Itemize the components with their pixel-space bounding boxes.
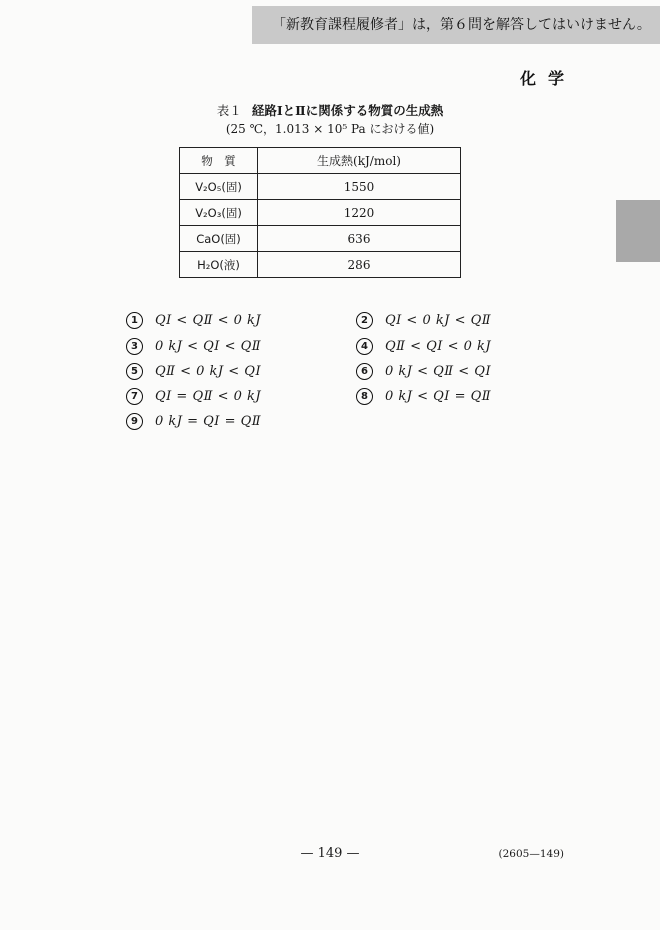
choice-text: 0 kJ < QⅠ < QⅡ [155,338,262,354]
cell-substance: H₂O(液) [180,252,258,278]
choice-number-3: 3 [126,338,143,355]
choice-text: QⅠ < QⅡ < 0 kJ [155,312,262,328]
choice-number-6: 6 [356,363,373,380]
cell-heat: 1550 [258,174,461,200]
cell-heat: 636 [258,226,461,252]
cell-substance: CaO(固) [180,226,258,252]
cell-heat: 1220 [258,200,461,226]
choice-text: QⅡ < QⅠ < 0 kJ [385,338,492,354]
answer-choice[interactable] [126,361,261,381]
choice-text: QⅠ < 0 kJ < QⅡ [385,312,492,328]
choice-number-9: 9 [126,413,143,430]
table-row [180,252,461,278]
header-heat: 生成熱(kJ/mol) [258,148,461,174]
subject-heading: 化学 [519,69,576,88]
answer-choice[interactable] [126,411,261,431]
notice-banner [252,6,660,44]
table-header-row [180,148,461,174]
choice-text: 0 kJ < QⅠ = QⅡ [385,388,492,404]
choice-number-7: 7 [126,388,143,405]
notice-text: 「新教育課程履修者」は，第６問を解答してはいけません。 [272,17,651,33]
answer-choice[interactable] [356,361,491,381]
exam-code: (2605—149) [498,848,564,860]
choice-text: QⅠ = QⅡ < 0 kJ [155,388,262,404]
table-title: 経路ⅠとⅡに関係する物質の生成熱 [251,103,444,118]
answer-choice[interactable] [126,386,261,406]
table-row [180,200,461,226]
choice-number-4: 4 [356,338,373,355]
choice-number-5: 5 [126,363,143,380]
table-conditions: (25 ℃，1.013 × 10⁵ Pa における値) [225,122,435,136]
choice-text: 0 kJ = QⅠ = QⅡ [155,413,262,429]
heat-of-formation-table [179,147,461,278]
choice-number-2: 2 [356,312,373,329]
answer-choice[interactable] [356,310,491,330]
choice-number-1: 1 [126,312,143,329]
header-substance: 物 質 [180,148,258,174]
table-label: 表１ [216,103,242,118]
choice-text: 0 kJ < QⅡ < QⅠ [385,363,492,379]
page-number: — 149 — [300,846,360,861]
answer-choice[interactable] [356,336,491,356]
table-row [180,226,461,252]
choice-text: QⅡ < 0 kJ < QⅠ [155,363,262,379]
choice-number-8: 8 [356,388,373,405]
table-row [180,174,461,200]
cell-heat: 286 [258,252,461,278]
cell-substance: V₂O₃(固) [180,200,258,226]
cell-substance: V₂O₅(固) [180,174,258,200]
table-caption [180,102,480,138]
answer-choice[interactable] [126,336,261,356]
side-index-tab [616,200,660,262]
answer-choice[interactable] [126,310,261,330]
answer-choice[interactable] [356,386,491,406]
